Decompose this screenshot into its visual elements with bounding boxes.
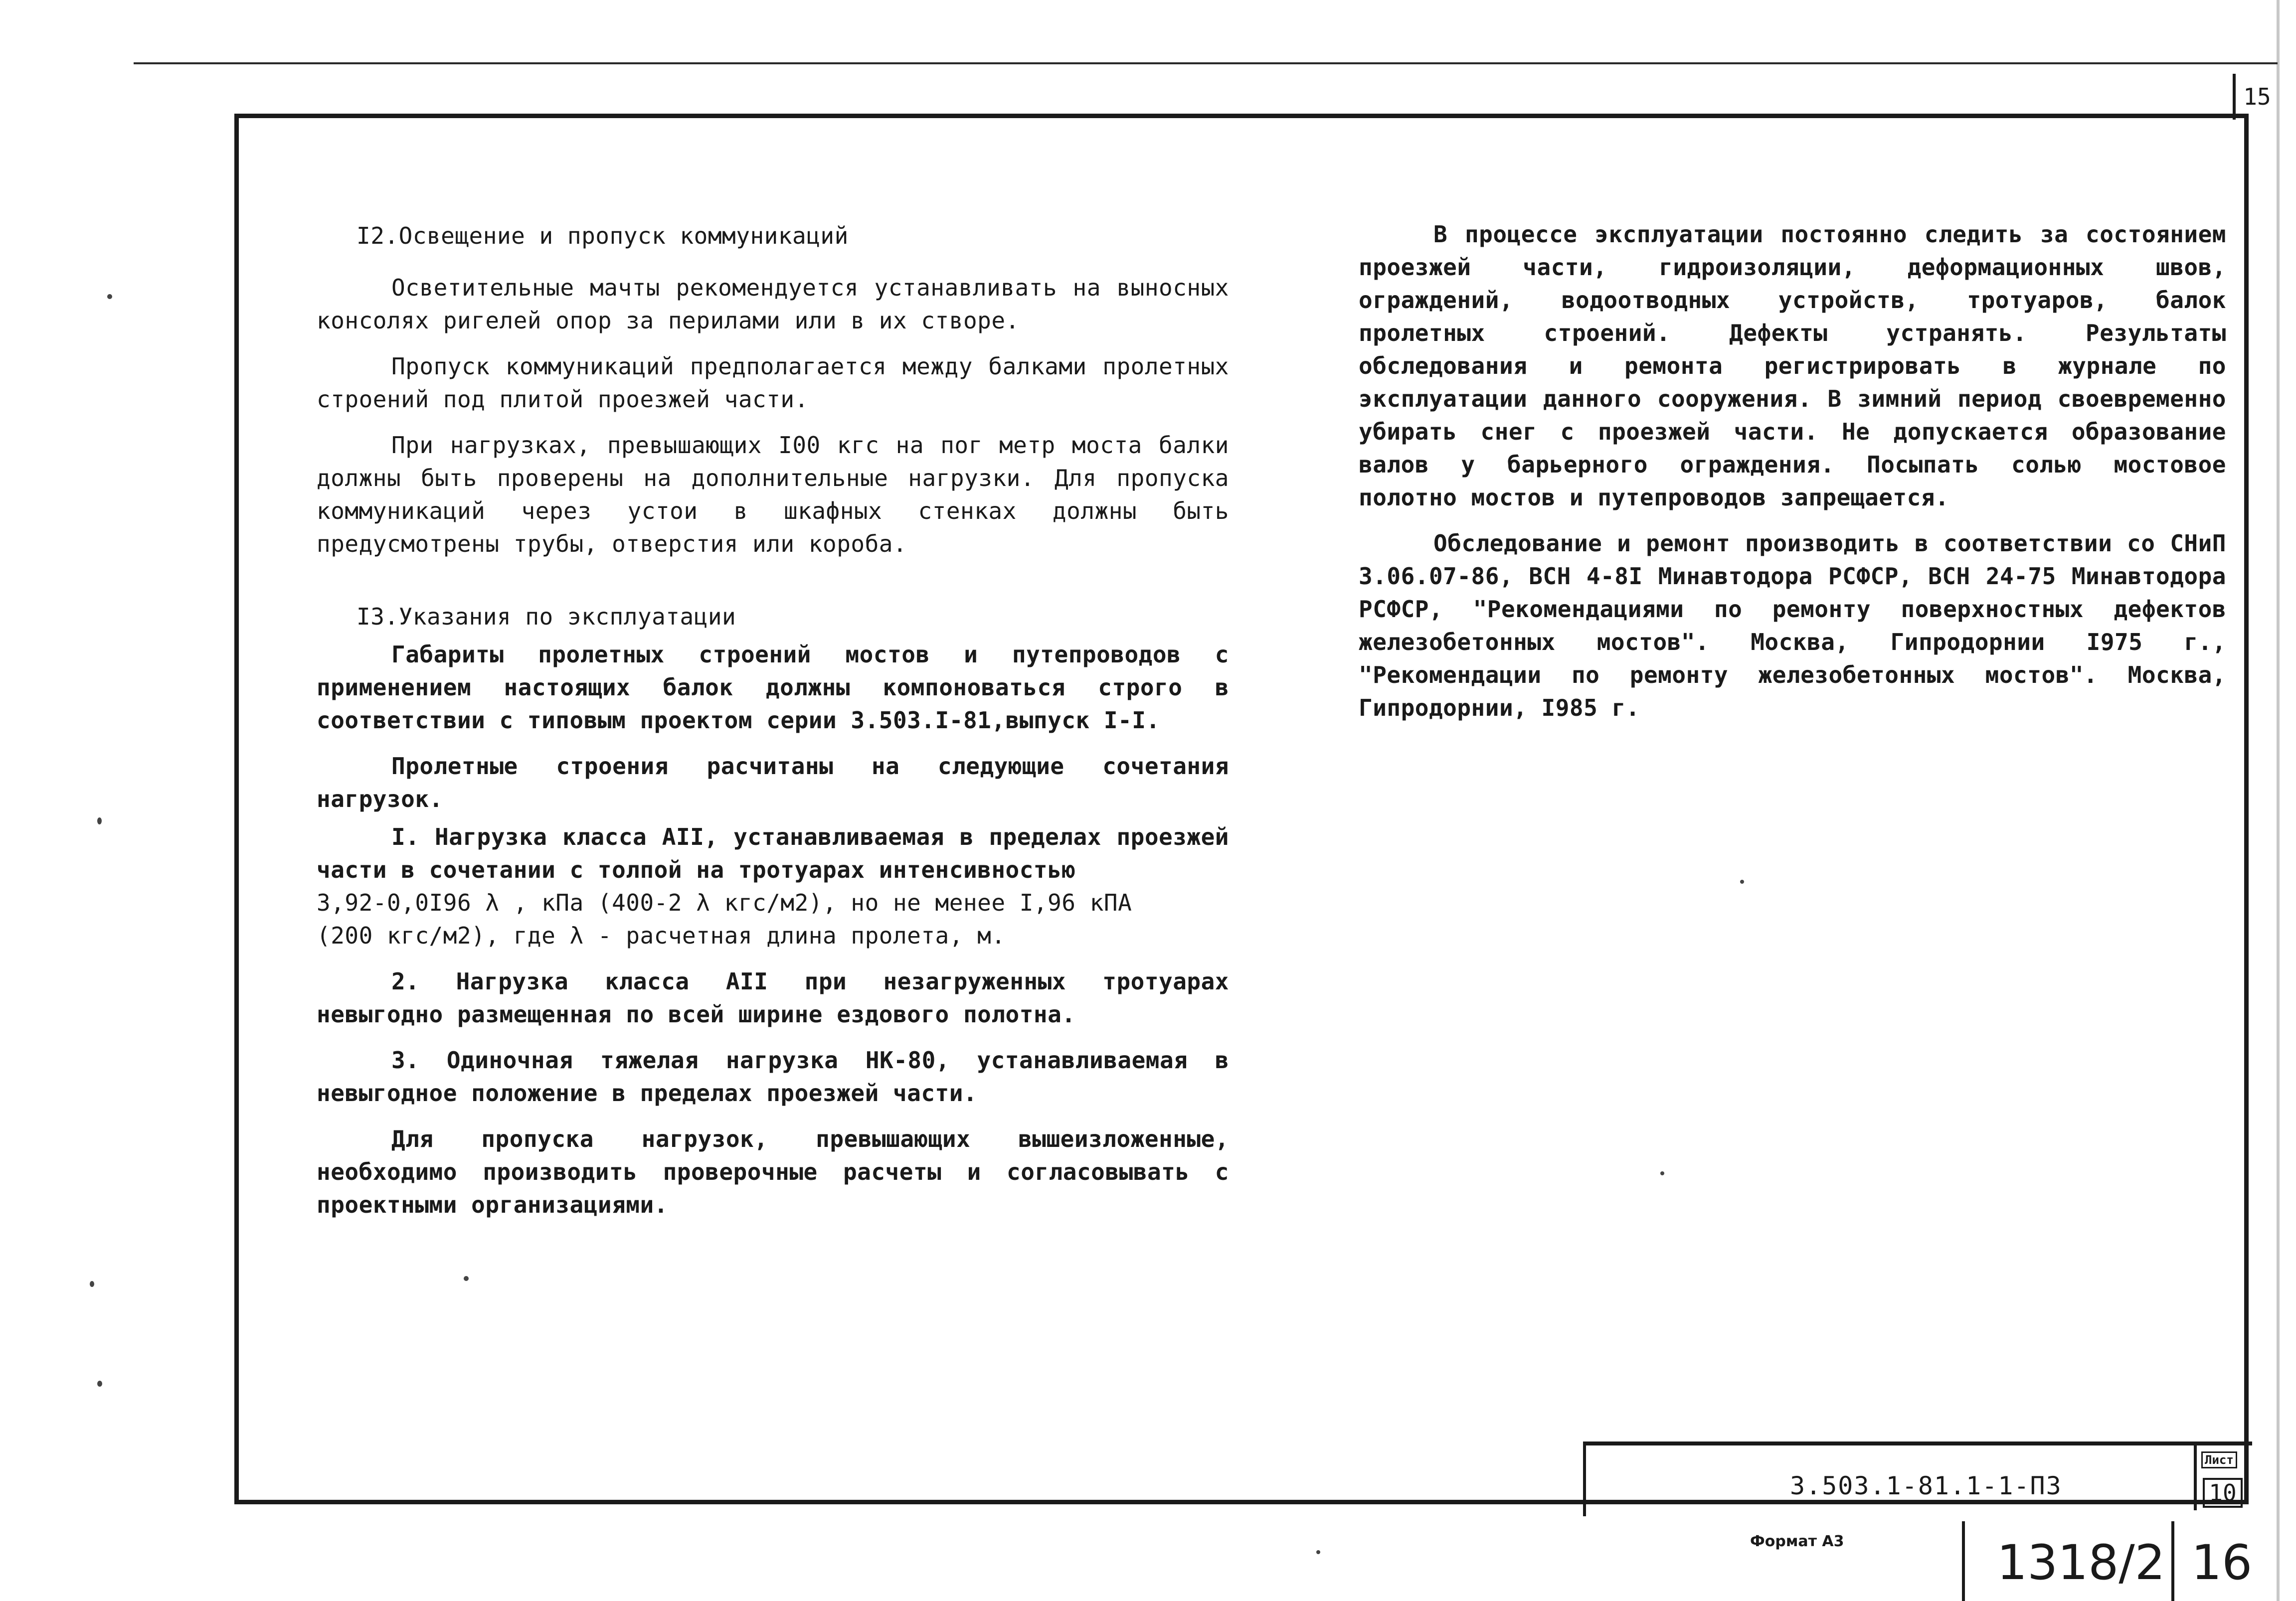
maintenance-paragraph: В процессе эксплуатации постоянно следить за состоянием проезжей части, гидроизоляции, деформационных швов, ограждений, водоотводных устройств, тротуаров, балок пролетных строений. Дефекты устранять. Результаты обследования и ремонта регистрировать в журнале по эксплуатации данного сооружения. В зимний период своевременно убирать снег с проезжей части. Не допускается образование валов у барьерного ограждения. Посыпать солью мостовое полотно мостов и путепроводов запрещается. [1359, 221, 2226, 511]
top-page-number: 15 [2233, 74, 2279, 120]
load-case-3: 3. Одиночная тяжелая нагрузка НК-80, устанавливаемая в невыгодное положение в пределах проезжей части. [317, 1047, 1229, 1107]
section-12-paragraph-2: Пропуск коммуникаций предполагается между балками пролетных строений под плитой проезжей части. [317, 353, 1229, 413]
scan-speck [107, 294, 112, 299]
archive-number: 1318/2 [1997, 1535, 2165, 1591]
sheet-number: 10 [2203, 1478, 2243, 1508]
archive-divider [2171, 1521, 2174, 1601]
section-12-paragraph-1: Осветительные мачты рекомендуется устанавливать на выносных консолях ригелей опор за перилами или в их створе. [317, 274, 1229, 334]
sheet-label: Лист [2201, 1451, 2237, 1468]
format-label: Формат А3 [1750, 1533, 1844, 1550]
scan-speck [464, 1276, 469, 1281]
section-13-heading: I3.Указания по эксплуатации [356, 603, 736, 630]
section-12-paragraph-3: При нагрузках, превышающих I00 кгс на пог метр моста балки должны быть проверены на дополнительные нагрузки. Для пропуска коммуникаций через устои в шкафных стенках должны быть предусмотрены трубы, отверстия или короба. [317, 432, 1229, 557]
section-12-heading: I2.Освещение и пропуск коммуникаций [356, 222, 849, 249]
left-text-column [317, 219, 1229, 1221]
scan-speck [1660, 1171, 1664, 1175]
archive-page-number: 16 [2191, 1535, 2253, 1591]
scan-speck [1740, 880, 1744, 884]
scan-speck [1316, 1550, 1320, 1554]
section-13-paragraph-1: Габариты пролетных строений мостов и путепроводов с применением настоящих балок должны компоноваться строго в соответствии с типовым проектом серии 3.503.I-81,выпуск I-I. [317, 641, 1229, 734]
load-case-2: 2. Нагрузка класса АII при незагруженных тротуарах невыгодно размещенная по всей ширине ездового полотна. [317, 968, 1229, 1028]
inspection-paragraph: Обследование и ремонт производить в соответствии со СНиП 3.06.07-86, ВСН 4-8I Минавтодора РСФСР, ВСН 24-75 Минавтодора РСФСР, "Рекомендациями по ремонту поверхностных дефектов железобетонных мостов". Москва, Гипродорнии I975 г., "Рекомендации по ремонту железобетонных мостов". Москва, Гипродорнии, I985 г. [1359, 530, 2226, 721]
section-13-paragraph-final: Для пропуска нагрузок, превышающих вышеизложенные, необходимо производить проверочные расчеты и согласовывать с проектными организациями. [317, 1125, 1229, 1218]
scan-speck [90, 1281, 94, 1287]
drawing-designation: 3.503.1-81.1-1-ПЗ [1790, 1471, 2062, 1500]
scan-speck [97, 1381, 102, 1387]
load-case-1-line-3: (200 кгс/м2), где λ - расчетная длина пролета, м. [317, 922, 1006, 949]
section-13-paragraph-2: Пролетные строения расчитаны на следующие сочетания нагрузок. [317, 753, 1229, 812]
load-case-1-line-1: I. Нагрузка класса АII, устанавливаемая в пределах проезжей части в сочетании с толпой на тротуарах интенсивностью [317, 823, 1229, 883]
right-text-column [1359, 218, 2226, 724]
scan-speck [97, 817, 102, 824]
load-case-1-line-2: 3,92-0,0I96 λ , кПа (400-2 λ кгс/м2), но не менее I,96 кПА [317, 889, 1132, 916]
